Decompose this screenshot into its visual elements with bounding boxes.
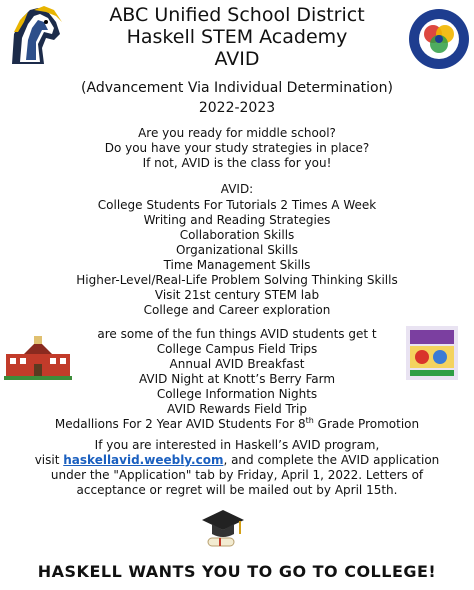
school-building-clipart <box>4 334 72 380</box>
avid-list-item: Collaboration Skills <box>179 228 295 242</box>
flyer-header <box>70 4 404 70</box>
medallions-line <box>0 417 474 432</box>
intro-line: Do you have your study strategies in place? <box>104 141 370 155</box>
avid-website-link[interactable]: haskellavid.weebly.com <box>63 453 224 467</box>
avid-list-item: Visit 21st century STEM lab <box>154 288 320 302</box>
interest-line: under the "Application" tab by Friday, April 1, 2022. Letters of <box>50 468 424 482</box>
fun-list-item: College Campus Field Trips <box>156 342 318 356</box>
avid-list-item: Time Management Skills <box>163 258 311 272</box>
avid-list-item: Higher-Level/Real-Life Problem Solving Thinking Skills <box>76 273 398 287</box>
fun-list-item: AVID Rewards Field Trip <box>167 402 307 416</box>
graduation-cap-icon <box>200 508 246 548</box>
fun-list-item: AVID Night at Knott’s Berry Farm <box>138 372 336 386</box>
district-title: ABC Unified School District <box>109 4 365 26</box>
horse-mascot-logo <box>4 4 68 68</box>
interest-line <box>0 453 474 468</box>
interest-line: If you are interested in Haskell’s AVID program, <box>94 438 380 452</box>
medallions-tail: Grade Promotion <box>313 417 420 431</box>
program-full-name: (Advancement Via Individual Determination) <box>81 80 393 96</box>
avid-list-item: College and Career exploration <box>143 303 331 317</box>
avid-list-item: Organizational Skills <box>175 243 299 257</box>
interest-line: acceptance or regret will be mailed out by April 15th. <box>76 483 398 497</box>
schools-to-watch-badge <box>408 8 470 70</box>
fun-list-heading: are some of the fun things AVID students get t <box>97 327 377 341</box>
avid-list-item: College Students For Tutorials 2 Times A Week <box>97 198 377 212</box>
knotts-berry-farm-clipart <box>406 326 458 380</box>
intro-line: Are you ready for middle school? <box>138 126 336 140</box>
program-title: AVID <box>214 48 260 70</box>
avid-list-heading: AVID: <box>220 182 254 196</box>
footer-slogan: HASKELL WANTS YOU TO GO TO COLLEGE! <box>37 562 437 581</box>
interest-application-text: , and complete the AVID application <box>223 453 440 467</box>
fun-list-item: College Information Nights <box>156 387 318 401</box>
interest-visit-text: visit <box>34 453 64 467</box>
school-year: 2022-2023 <box>198 100 276 116</box>
medallions-text: Medallions For 2 Year AVID Students For 8 <box>54 417 306 431</box>
school-title: Haskell STEM Academy <box>126 26 348 48</box>
ordinal-suffix: th <box>305 416 314 425</box>
avid-list-item: Writing and Reading Strategies <box>143 213 331 227</box>
fun-list-item: Annual AVID Breakfast <box>169 357 305 371</box>
intro-line: If not, AVID is the class for you! <box>142 156 332 170</box>
